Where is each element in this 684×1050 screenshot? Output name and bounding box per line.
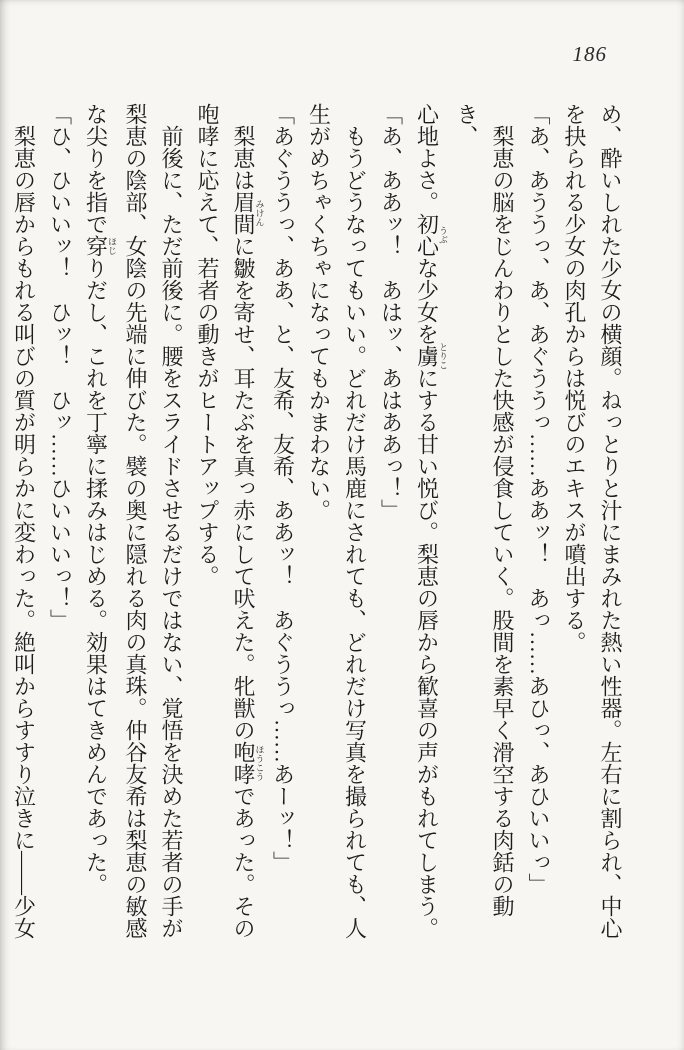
text-line: もうどうなってもいい。どれだけ馬鹿にされても、どれだけ写真を撮られても、人: [342, 103, 368, 939]
ruby-annotated-word: 眉間みけん: [231, 191, 265, 235]
text-body: [6, 103, 629, 943]
text-line: を抉られる少女の肉孔からは悦びのエキスが噴出する。: [562, 103, 587, 653]
text-line: 「あ、ああッ！ あはッ、あはああっ！」: [378, 103, 404, 521]
text-line: 梨恵の唇からもれる叫びの質が明らかに変わった。絶叫からすすり泣きに――少女: [11, 103, 37, 939]
ruby-annotated-word: 咆哮ほうこう: [231, 741, 265, 785]
text-line: 「ひ、ひいいッ！ ひッ！ ひッ……ひいいいっ！」: [47, 103, 73, 631]
text-line: め、酔いしれた少女の横顔。ねっとりと汁にまみれた熱い性器。左右に割られ、中心: [598, 103, 623, 939]
text-line: 梨恵は眉間みけんに皺を寄せ、耳たぶを真っ赤にして吠えた。牝獣の咆哮ほうこうであった。その: [231, 103, 265, 939]
page-number: 186: [572, 42, 607, 66]
text-line: 「あ、あううっ、あ、あぐううっ……ああッ！ あっ……あひっ、あひいいっ」: [526, 103, 551, 895]
text-line: 心地よさ。初心うぶな少女を虜とりこにする甘い悦び。梨恵の唇から歓喜の声がもれてしまう。: [414, 103, 448, 939]
text-line: 梨恵の脳をじんわりとした快感が侵食していく。股間を素早く滑空する肉銛の動き、: [454, 103, 515, 917]
text-line: 前後に、ただ前後に。腰をスライドさせるだけではない、覚悟を決めた若者の手が: [159, 103, 184, 939]
ruby-annotated-word: 初心うぶ: [414, 213, 448, 257]
text-line: 咆哮に応えて、若者の動きがヒートアップする。: [195, 103, 220, 587]
text-line: 「あぐううっ、ああ、と、友希、友希、ああッ！ あぐううっ……あーッ！」: [270, 103, 296, 873]
ruby-annotated-word: 虜とりこ: [414, 342, 448, 370]
ruby-annotated-word: 穿ほじ: [83, 235, 117, 257]
text-line: な尖りを指で穿ほじりだし、これを丁寧に揉みはじめる。効果はてきめんであった。: [83, 103, 117, 895]
text-line: 生がめちゃくちゃになってもかまわない。: [306, 103, 332, 521]
text-line: 梨恵の陰部、女陰の先端に伸びた。襞の奥に隠れる肉の真珠。仲谷友希は梨恵の敏感: [123, 103, 148, 939]
